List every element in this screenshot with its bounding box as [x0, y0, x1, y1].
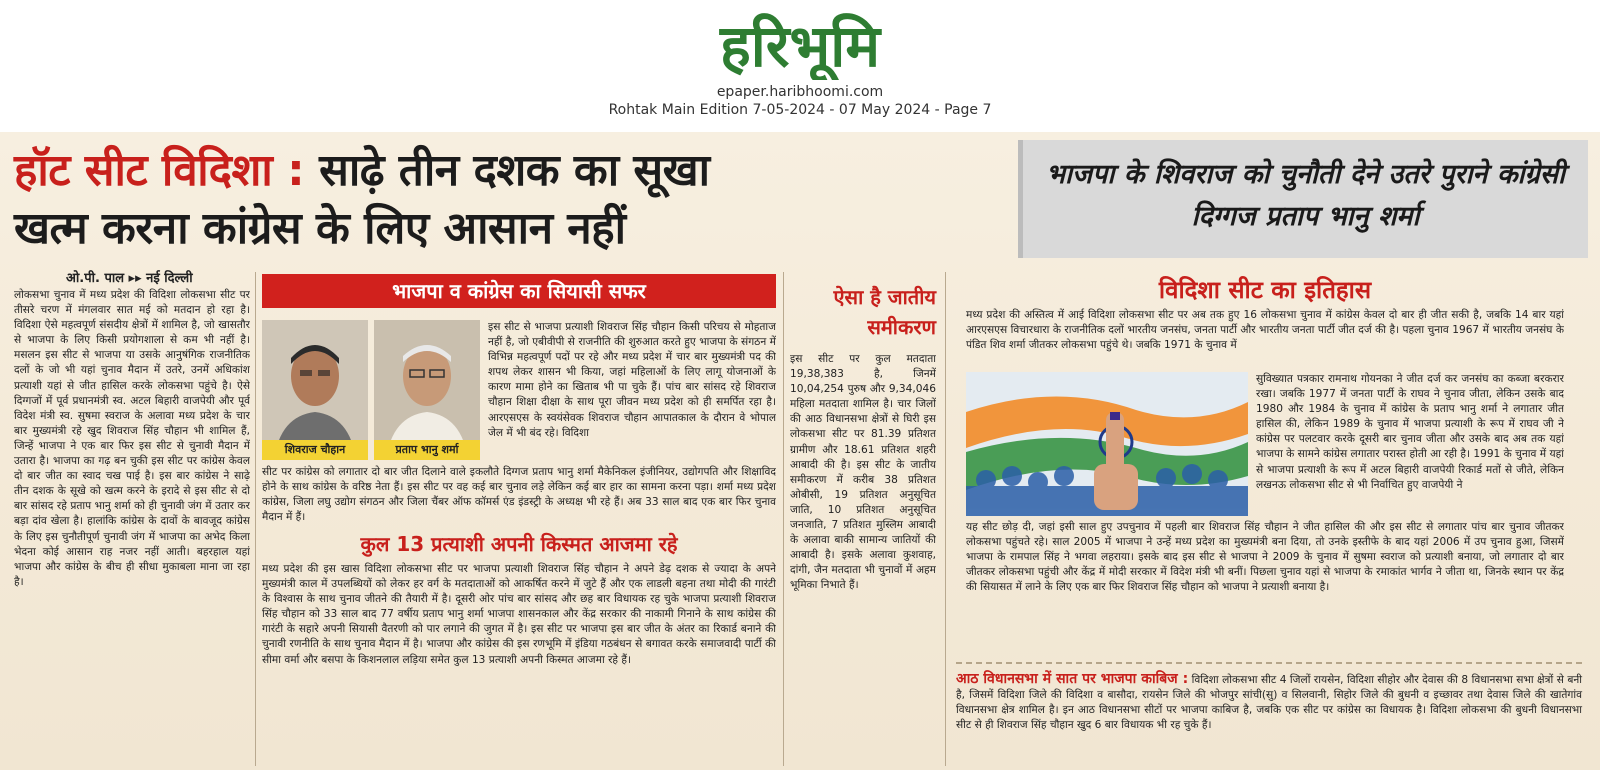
- main-headline: [14, 142, 994, 258]
- journey-title: भाजपा व कांग्रेस का सियासी सफर: [262, 274, 776, 308]
- voting-illustration: [966, 372, 1248, 516]
- site-url: epaper.haribhoomi.com: [716, 84, 884, 100]
- assembly-box: [956, 662, 1582, 766]
- column-divider: [783, 272, 784, 766]
- headline-part-1: साढ़े तीन दशक का सूखा: [319, 145, 710, 196]
- photo-shivraj: [262, 320, 368, 460]
- headline-red-part: हॉट सीट विदिशा :: [14, 145, 305, 196]
- history-para-1: मध्य प्रदेश की अस्तित्व में आई विदिशा लोकसभा सीट पर अब तक हुए 16 लोकसभा चुनाव में कांग्रेस केवल दो बार ही जीत सकी है, जबकि 14 बार यहां आरएसएस विचारधारा के राजनीतिक दलों भारतीय जनसंघ, जनता पार्टी और भारतीय जनता पार्टी जीत दर्ज की है। पहला चुनाव 1967 में भारतीय जनसंघ के पंडित शिव शर्मा जीतकर लोकसभा पहुंचे थे। जबकि 1971 के चुनाव में: [966, 309, 1564, 352]
- history-para-2: यह सीट छोड़ दी, जहां इसी साल हुए उपचुनाव में पहली बार शिवराज सिंह चौहान ने जीत हासिल की और इस सीट से लगातार पांच बार चुनाव जीतकर लोकसभा पहुंचते रहे। साल 2005 में भाजपा ने उन्हें मध्य प्रदेश का मुख्यमंत्री बना दिया, तो उनके इस्तीफे के बाद यहां 2006 में उप चुनाव हुआ, जिसमें भाजपा के रामपाल सिंह ने भगवा लहराया। इसके बाद इस सीट से भाजपा ने 2009 के चुनाव में सुषमा स्वराज को प्रत्याशी बनाया, जो लगातार दो बार जीतकर लोकसभा पहुंची और केंद्र में मोदी सरकार में विदेश मंत्री भी बनीं। पिछला चुनाव यहां से भाजपा के रमाकांत भार्गव ने जीता था, जिनके स्थान पर केंद्र की सियासत में लाने के लिए एक बार फिर शिवराज सिंह चौहान को भाजपा ने प्रत्याशी बनाया है।: [966, 521, 1564, 594]
- candidates-text: मध्य प्रदेश की इस खास विदिशा लोकसभा सीट पर भाजपा प्रत्याशी शिवराज सिंह चौहान ने अपने डेढ़ दशक से ज्यादा के अपने मुख्यमंत्री काल में उपलब्धियों को लेकर हर वर्ग के मतदाताओं को आकर्षित करने में जुटे हैं और एक लाडली बहना तथा मोदी की गारंटी के विश्वास के साथ चुनाव जीतने की तैयारी में है। दूसरी ओर पांच बार सांसद और छह बार विधायक रह चुके भाजपा प्रत्याशी शिवराज सिंह चौहान को 33 साल बाद 77 वर्षीय प्रताप भानु शर्मा भाजपा शासनकाल और केंद्र सरकार की नाकामी गिनाने के साथ कांग्रेस की गारंटी के सहारे अपनी सियासी वैतरणी को पार लगाने की जुगत में है। इस सीट पर भाजपा इस बार जीत के अंतर का रिकार्ड बनाने की चुनावी रणनीति के साथ चुनाव मैदान में है। भाजपा और कांग्रेस की इस रणभूमि में इंडिया गठबंधन से बगावत करके समाजवादी पार्टी की सीमा वर्मा और बसपा के किशनलाल लड़िया समेत कुल 13 प्रत्याशी अपनी किस्मत आजमा रहे हैं।: [262, 563, 776, 666]
- voting-finger-icon: [966, 372, 1248, 516]
- assembly-title: आठ विधानसभा में सात पर भाजपा काबिज :: [956, 671, 1189, 687]
- portrait-icon: [262, 320, 368, 460]
- lead-column: लोकसभा चुनाव में मध्य प्रदेश की विदिशा लोकसभा सीट पर तीसरे चरण में मंगलवार सात मई को मतदान हो रहा है। विदिशा ऐसे महत्वपूर्ण संसदीय क्षेत्रों में शामिल है, जो खासतौर से भाजपा के लिए किसी प्रयोगशाला से कम भी नहीं है। मसलन इस सीट से भाजपा या उसके आनुषंगिक राजनीतिक दलों के जो भी यहां चुनाव मैदान में उतरे, उनमें अधिकांश प्रत्याशी यहां से जीत हासिल करके लोकसभा पहुंचे है। ऐसे दिग्गजों में पूर्व प्रधानमंत्री स्व. अटल बिहारी वाजपेयी और पूर्व विदेश मंत्री स्व. सुषमा स्वराज के अलावा मध्य प्रदेश के चार बार मुख्यमंत्री रहे खुद शिवराज सिंह चौहान भी शामिल हैं, जिन्हें भाजपा ने एक बार फिर इस सीट से चुनावी मैदान में उतारा है। भाजपा का गढ़ बन चुकी इस सीट पर कांग्रेस केवल दो बार जीत का स्वाद चख पाई है। इस बार कांग्रेस ने साढ़े तीन दशक के सूखे को खत्म करने के इरादे से इस सीट से दो बार सांसद रहे प्रताप भानु शर्मा को ही चुनावी जंग में उतार कर बड़ा दांव खेला है। हालांकि कांग्रेस के दावों के बावजूद कांग्रेस के लिए इस चुनौतीपूर्ण चुनावी जंग में भाजपा का अभेद किला भेदना कोई आसान राह नजर नहीं आती। बहरहाल यहां भाजपा और कांग्रेस के बीच ही सीधा मुकाबला माना जा रहा है।: [14, 289, 250, 588]
- history-para-right: सुविख्यात पत्रकार रामनाथ गोयनका ने जीत दर्ज कर जनसंघ का कब्जा बरकरार रखा। जबकि 1977 में जनता पार्टी के राघव ने चुनाव जीता, लेकिन उसके बाद 1980 और 1984 के चुनाव में कांग्रेस के प्रताप भानु शर्मा ने लगातार जीत हासिल की, लेकिन 1989 के चुनाव में भाजपा प्रत्याशी के रूप में राघव जी ने कांग्रेस पर पलटवार करके दूसरी बार चुनाव जीता और उसके बाद अब तक यहां भाजपा के सामने कांग्रेस लगातार परास्त होती आ रही है। 1991 के चुनाव में यहां से भाजपा प्रत्याशी के रूप में अटल बिहारी वाजपेयी रिकार्ड मतों से जीते, लेकिन लखनऊ लोकसभा सीट से भी निर्वाचित हुए वाजपेयी ने: [1256, 373, 1564, 491]
- journey-text-continued: सीट पर कांग्रेस को लगातार दो बार जीत दिलाने वाले इकलौते दिग्गज प्रताप भानु शर्मा मैकेनिकल इंजीनियर, उद्योगपति और शिक्षाविद होने के साथ कांग्रेस के वरिष्ठ नेता हैं। इस सीट पर वह कई बार चुनाव लड़े लेकिन कई बार हार का सामना करना पड़ा। शर्मा मध्य प्रदेश कांग्रेस, जिला लघु उद्योग संगठन और जिला चैंबर ऑफ कॉमर्स एंड इंडस्ट्री के अध्यक्ष भी रहे हैं। अब 33 साल बाद एक बार फिर चुनाव मैदान में हैं।: [262, 466, 776, 524]
- photo-caption: प्रताप भानु शर्मा: [374, 440, 480, 460]
- newspaper-page: [0, 132, 1600, 770]
- assembly-text-block: [956, 672, 1582, 733]
- history-title: विदिशा सीट का इतिहास: [1158, 276, 1372, 304]
- byline: ओ.पी. पाल ▸▸ नई दिल्ली: [66, 271, 193, 286]
- caste-text: इस सीट पर कुल मतदाता 19,38,383 है, जिनमें 10,04,254 पुरुष और 9,34,046 महिला मतदाता शामिल है। चार जिलों की आठ विधानसभा क्षेत्रों से घिरी इस लोकसभा सीट पर 81.39 प्रतिशत ग्रामीण और 18.61 प्रतिशत शहरी आबादी की है। इस सीट के जातीय समीकरण में करीब 38 प्रतिशत ओबीसी, 19 प्रतिशत अनुसूचित जाति, 10 प्रतिशत अनुसूचित जनजाति, 7 प्रतिशत मुस्लिम आबादी के अलावा बाकी सामान्य जातियों की आबादी है। इसके अलावा कुशवाह, दांगी, जैन मतदाता भी चुनावों में अहम भूमिका निभाते हैं।: [790, 353, 936, 592]
- candidates-title: कुल 13 प्रत्याशी अपनी किस्मत आजमा रहे: [360, 532, 678, 556]
- logo-text: हरिभूमि: [719, 12, 881, 80]
- edition-line: Rohtak Main Edition 7-05-2024 - 07 May 2024 - Page 7: [608, 102, 992, 118]
- column-divider: [945, 272, 946, 766]
- portrait-icon: [374, 320, 480, 460]
- haribhoomi-logo: [640, 6, 960, 80]
- caste-title: ऐसा है जातीय समीकरण: [833, 285, 936, 339]
- headline-part-2: खत्म करना कांग्रेस के लिए आसान नहीं: [14, 203, 626, 254]
- journey-text: इस सीट से भाजपा प्रत्याशी शिवराज सिंह चौहान किसी परिचय से मोहताज नहीं है, जो एबीवीपी से राजनीति की शुरुआत करते हुए भाजपा के संगठन में विभिन्न महत्वपूर्ण पदों पर रहे और मध्य प्रदेश में चार बार मुख्यमंत्री पद की शपथ लेकर शासन भी किया, जहां महिलाओं के लिए लागू योजनाओं के कारण मामा होने का खिताब भी पा चुके हैं। पांच बार सांसद रहे शिवराज चौहान शिक्षा दीक्षा के साथ पूरा जीवन मध्य प्रदेश को ही समर्पित रहा है। आरएसएस के स्वयंसेवक शिवराज चौहान आपातकाल के दौरान वे भोपाल जेल में भी बंद रहे। विदिशा: [488, 321, 776, 439]
- masthead: [0, 0, 1600, 132]
- assembly-text: विदिशा लोकसभा सीट 4 जिलों रायसेन, विदिशा सीहोर और देवास की 8 विधानसभा सभा क्षेत्रों से बनी है, जिसमें विदिशा जिले की विदिशा व बासौदा, रायसेन जिले की भोजपुर सांची(सु) व सिलवानी, सिहोर जिले की बुधनी व इच्छावर तथा देवास जिले की खातेगांव विधानसभा क्षेत्र शामिल है। इन आठ विधानसभा सीटों पर भाजपा काबिज है, जबकि एक सीट पर कांग्रेस का विधायक है। विदिशा लोकसभा की बुधनी विधानसभा सीट से ही शिवराज सिंह चौहान खुद 6 बार विधायक भी रह चुके हैं।: [956, 674, 1583, 732]
- column-divider: [255, 272, 256, 766]
- photo-pratap: [374, 320, 480, 460]
- sidebar-headline-box: [1018, 140, 1588, 258]
- photo-caption: शिवराज चौहान: [262, 440, 368, 460]
- sidebar-headline-text: भाजपा के शिवराज को चुनौती देने उतरे पुराने कांग्रेसी दिग्गज प्रताप भानु शर्मा: [1045, 159, 1566, 232]
